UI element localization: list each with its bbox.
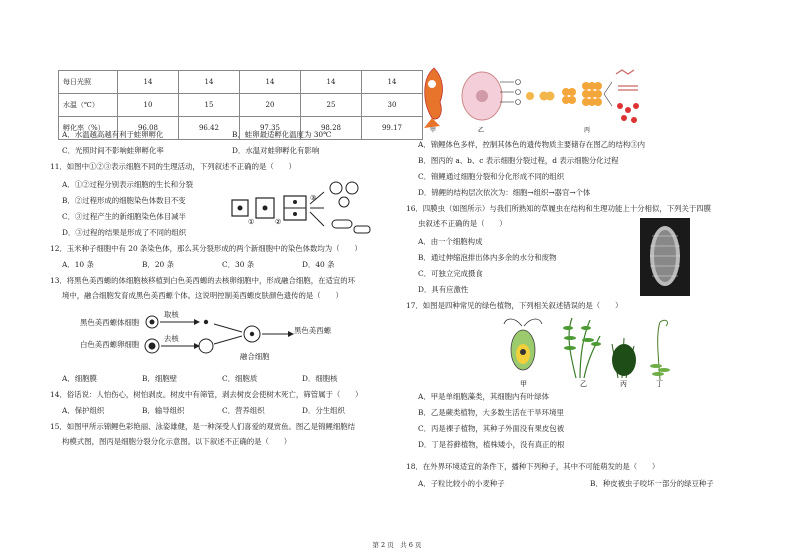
table-cell: 97.35 [240,117,301,140]
q12-option-a: A．10 条 [62,260,94,269]
step-label-3: ③ [310,194,317,202]
q12-stem: 12．玉米种子细胞中有 20 条染色体，那么其分裂形成的两个新细胞中的染色体数均为（ ） [50,244,362,253]
tetrahymena-image [640,218,690,296]
q15-option-c: C．锦鲤通过细胞分裂和分化形成不同的组织 [418,172,565,181]
koi-cell-figure [414,62,654,134]
q15-option-b: B．图丙的 a、b、c 表示细胞分裂过程，d 表示细胞分化过程 [418,156,619,165]
q13-stem-line1: 13．将黑色美西螈的体细胞核移植到白色美西螈的去核卵细胞中，形成融合细胞，在适宜的环 [50,276,356,285]
plant-label-ding: 丁 [656,380,663,388]
q10-option-b: B．蛙卵最适孵化温度为 30℃ [232,130,332,139]
q11-option-c: C．③过程产生的新细胞染色体目减半 [62,212,186,221]
step-label-2: ② [275,218,282,226]
q12-option-b: B．20 条 [142,260,174,269]
table-cell: 14 [240,71,301,94]
table-cell: 96.42 [179,117,240,140]
table-cell: 98.28 [301,117,362,140]
q15-stem-line2: 构模式图，图丙是细胞分裂分化示意图。以下叙述不正确的是（ ） [62,437,292,446]
q14-option-d: D．分生组织 [302,406,345,415]
plant-label-jia: 甲 [520,380,527,388]
q13-stem-line2: 境中，融合细胞发育成黑色美西螈个体。这说明控制美西螈皮肤颜色遗传的是（ ） [62,291,343,300]
plant-label-yi: 乙 [580,380,587,388]
figure-label-bing: 丙 [584,127,591,134]
q17-option-a: A．甲是单细胞藻类，其细胞内有叶绿体 [418,392,549,401]
q14-option-a: A．保护组织 [62,406,105,415]
table-cell: 孵化率（%） [59,117,118,140]
q12-option-c: C．30 条 [222,260,255,269]
table-cell: 14 [362,71,423,94]
black-axolotl-label: 黑色美西螈 [294,326,331,335]
white-egg-cell-label: 白色美西螈卵细胞 [80,340,140,349]
q11-option-b: B．②过程形成的细胞染色体数目不变 [62,196,186,205]
table-row [59,71,423,94]
q13-option-d: D．细胞核 [302,374,338,383]
table-cell: 99.17 [362,117,423,140]
cell-division-diagram [228,178,378,240]
q10-option-d: D．水温对蛙卵孵化有影响 [232,146,320,155]
table-cell: 15 [179,94,240,117]
nuclear-transfer-diagram [140,310,300,360]
q15-option-d: D．锦鲤的结构层次依次为：细胞→组织→器官→个体 [418,188,591,197]
q14-option-c: C．营养组织 [222,406,265,415]
figure-label-yi: 乙 [478,127,485,134]
plant-label-bing: 丙 [620,380,627,388]
table-cell: 25 [301,94,362,117]
figure-label-jia: 甲 [430,127,437,134]
q14-option-b: B．输导组织 [142,406,185,415]
fusion-cell-label: 融合细胞 [240,352,270,361]
q11-option-d: D．③过程的结果是形成了不同的组织 [62,228,187,237]
q17-option-c: C．丙是裸子植物，其种子外面没有果皮包被 [418,424,565,433]
q11-option-a: A．①②过程分别表示细胞的生长和分裂 [62,180,193,189]
four-plants-figure [500,314,680,388]
q13-option-c: C．细胞质 [222,374,258,383]
table-cell: 20 [240,94,301,117]
table-cell: 每日光照 [59,71,118,94]
table-cell: 14 [301,71,362,94]
black-somatic-cell-label: 黑色美西螈体细胞 [80,318,140,327]
q15-stem-line1: 15．如图甲所示锦鲤色彩艳丽、泳姿雄健，是一种深受人们喜爱的观赏鱼。图乙是锦鲤细胞结 [50,422,356,431]
table-row [59,94,423,117]
q18-option-b: B．种皮被虫子咬坏一部分的绿豆种子 [590,479,714,488]
table-cell: 14 [118,71,179,94]
table-cell: 96.08 [118,117,179,140]
q16-stem-line2: 虫叙述不正确的是（ ） [418,219,507,228]
q16-option-d: D．具有应激性 [418,285,469,294]
q17-option-d: D．丁是苔藓植物，植株矮小，没有真正的根 [418,440,565,449]
step-label-1: ① [248,218,255,226]
q16-option-c: C．可独立完成摄食 [418,269,483,278]
table-cell: 14 [179,71,240,94]
table-cell: 30 [362,94,423,117]
q16-option-b: B．通过伸缩泡排出体内多余的水分和废物 [418,253,557,262]
q16-option-a: A．由一个细胞构成 [418,237,483,246]
q17-stem: 17．如图是四种常见的绿色植物，下列相关叙述错误的是（ ） [406,301,623,310]
q18-stem: 18．在外界环境适宜的条件下，播种下列种子，其中不可能萌发的是（ ） [406,462,660,471]
q10-option-c: C．光照时间不影响蛙卵孵化率 [62,146,164,155]
q10-option-a: A．水温越高越有利于蛙卵孵化 [62,130,164,139]
q14-stem: 14．俗话说：人怕伤心，树怕剥皮。树皮中有筛管，剥去树皮会使树木死亡，筛管属于（ ） [50,390,363,399]
table-cell: 10 [118,94,179,117]
take-nucleus-label: 取核 [164,310,179,319]
q13-option-a: A．细胞膜 [62,374,97,383]
q13-option-b: B．细胞壁 [142,374,177,383]
remove-nucleus-label: 去核 [164,334,179,343]
q15-option-a: A．锦鲤体色多样，控制其体色的遗传物质主要储存在图乙的结构③内 [418,140,646,149]
q17-option-b: B．乙是蕨类植物，大多数生活在干旱环境里 [418,408,564,417]
q16-stem-line1: 16．四膜虫（如图所示）与我们所熟知的草履虫在结构和生理功能上十分相似，下列关于四膜 [406,204,712,213]
q18-option-a: A．子粒比较小的小麦种子 [418,479,505,488]
table-cell: 水温（℃） [59,94,118,117]
q11-stem: 11．如图中①②③表示细胞不同的生理活动，下列叙述不正确的是（ ） [50,162,296,171]
q12-option-d: D．40 条 [302,260,335,269]
page-number: 第 2 页 共 6 页 [372,541,422,549]
